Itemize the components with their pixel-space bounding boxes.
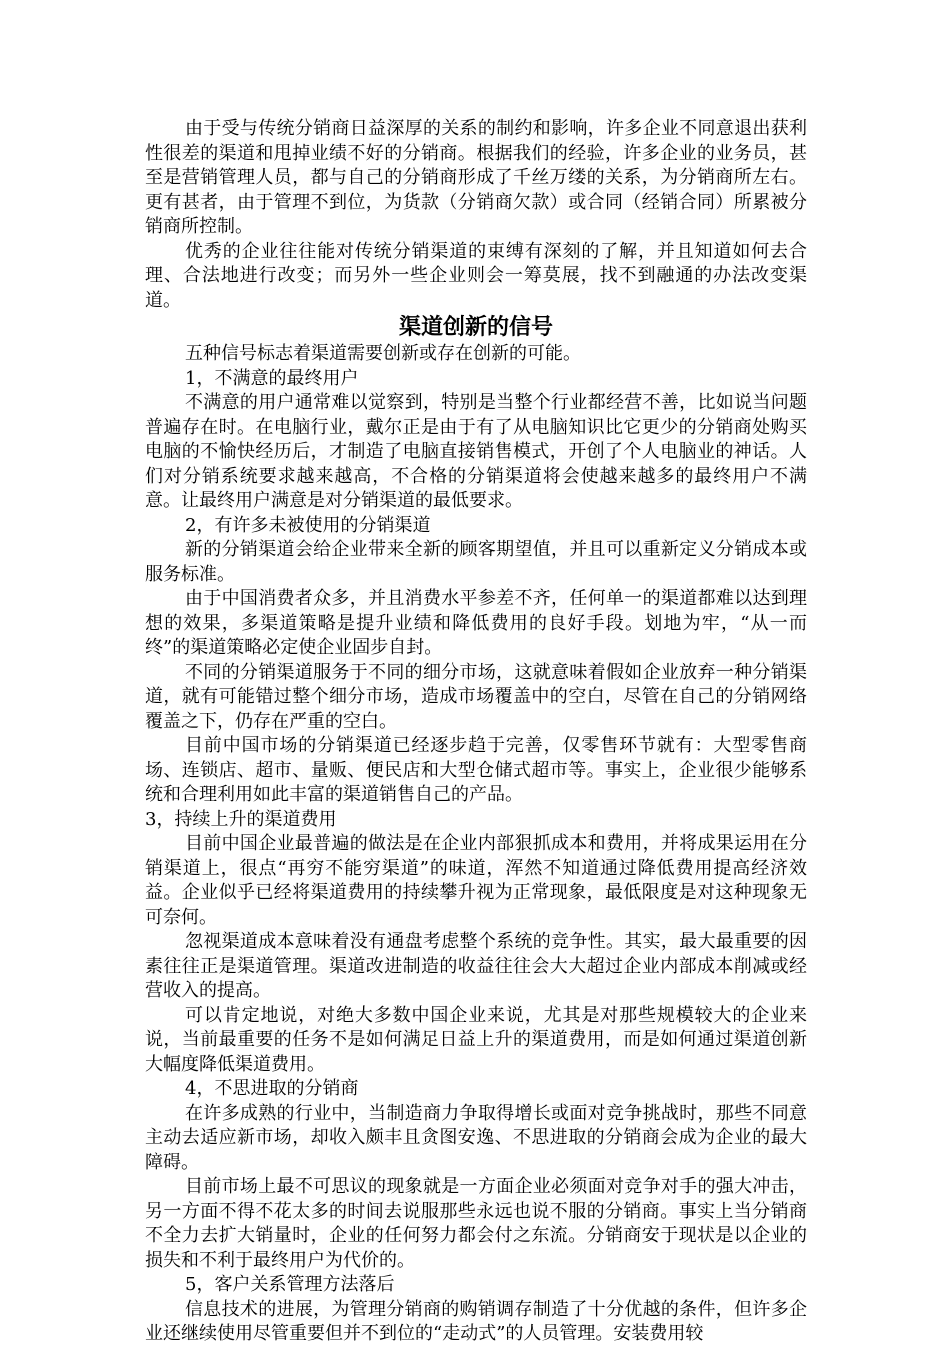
body-paragraph: 目前中国企业最普遍的做法是在企业内部狠抓成本和费用，并将成果运用在分销渠道上，很点“再穷不能穷渠道”的味道，浑然不知道通过降低费用提高经济效益。企业似乎已经将渠道费用的持续攀升视为正常现象，最低限度是对这种现象无可奈何。	[145, 833, 807, 928]
signal-heading-5: 5，客户关系管理方法落后	[185, 1274, 395, 1295]
body-paragraph: 由于受与传统分销商日益深厚的关系的制约和影响，许多企业不同意退出获利性很差的渠道和甩掉业绩不好的分销商。根据我们的经验，许多企业的业务员，甚至是营销管理人员，都与自己的分销商形成了千丝万缕的关系，为分销商所左右。更有甚者，由于管理不到位，为货款（分销商欠款）或合同（经销合同）所累被分销商所控制。	[145, 118, 807, 237]
section-title: 渠道创新的信号	[398, 315, 553, 340]
signal-heading-4: 4，不思进取的分销商	[185, 1078, 359, 1099]
body-paragraph: 在许多成熟的行业中，当制造商力争取得增长或面对竞争挑战时，那些不同意主动去适应新市场，却收入颇丰且贪图安逸、不思进取的分销商会成为企业的最大障碍。	[145, 1102, 807, 1173]
body-paragraph: 不同的分销渠道服务于不同的细分市场，这就意味着假如企业放弃一种分销渠道，就有可能错过整个细分市场，造成市场覆盖中的空白，尽管在自己的分销网络覆盖之下，仍存在严重的空白。	[145, 661, 807, 732]
body-paragraph: 信息技术的进展，为管理分销商的购销调存制造了十分优越的条件，但许多企业还继续使用尽管重要但并不到位的“走动式”的人员管理。安装费用较	[145, 1298, 807, 1344]
body-paragraph: 目前市场上最不可思议的现象就是一方面企业必须面对竞争对手的强大冲击，另一方面不得不花太多的时间去说服那些永远也说不服的分销商。事实上当分销商不全力去扩大销量时，企业的任何努力都会付之东流。分销商安于现状是以企业的损失和不利于最终用户为代价的。	[145, 1176, 807, 1271]
signal-heading-1: 1，不满意的最终用户	[185, 367, 359, 389]
body-paragraph: 新的分销渠道会给企业带来全新的顾客期望值，并且可以重新定义分销成本或服务标准。	[145, 539, 807, 585]
body-paragraph: 可以肯定地说，对绝大多数中国企业来说，尤其是对那些规模较大的企业来说，当前最重要的任务不是如何满足日益上升的渠道费用，而是如何通过渠道创新大幅度降低渠道费用。	[145, 1004, 807, 1075]
body-paragraph: 忽视渠道成本意味着没有通盘考虑整个系统的竞争性。其实，最大最重要的因素往往正是渠道管理。渠道改进制造的收益往往会大大超过企业内部成本削减或经营收入的提高。	[145, 931, 807, 1001]
body-paragraph: 目前中国市场的分销渠道已经逐步趋于完善，仅零售环节就有：大型零售商场、连锁店、超市、量贩、便民店和大型仓储式超市等。事实上，企业很少能够系统和合理利用如此丰富的渠道销售自己的产品。	[145, 735, 807, 805]
body-paragraph: 由于中国消费者众多，并且消费水平参差不齐，任何单一的渠道都难以达到理想的效果，多渠道策略是提升业绩和降低费用的良好手段。划地为牢，“从一而终”的渠道策略必定使企业固步自封。	[145, 588, 807, 658]
intro-paragraph: 五种信号标志着渠道需要创新或存在创新的可能。	[185, 343, 581, 364]
signal-heading-3: 3，持续上升的渠道费用	[145, 808, 337, 830]
body-paragraph: 不满意的用户通常难以觉察到，特别是当整个行业都经营不善，比如说当问题普遍存在时。在电脑行业，戴尔正是由于有了从电脑知识比它更少的分销商处购买电脑的不愉快经历后，才制造了电脑直接销售模式，开创了个人电脑业的神话。人们对分销系统要求越来越高，不合格的分销渠道将会使越来越多的最终用户不满意。让最终用户满意是对分销渠道的最低要求。	[145, 392, 807, 511]
signal-heading-2: 2，有许多未被使用的分销渠道	[185, 514, 431, 536]
body-paragraph: 优秀的企业往往能对传统分销渠道的束缚有深刻的了解，并且知道如何去合理、合法地进行改变；而另外一些企业则会一筹莫展，找不到融通的办法改变渠道。	[145, 240, 807, 311]
